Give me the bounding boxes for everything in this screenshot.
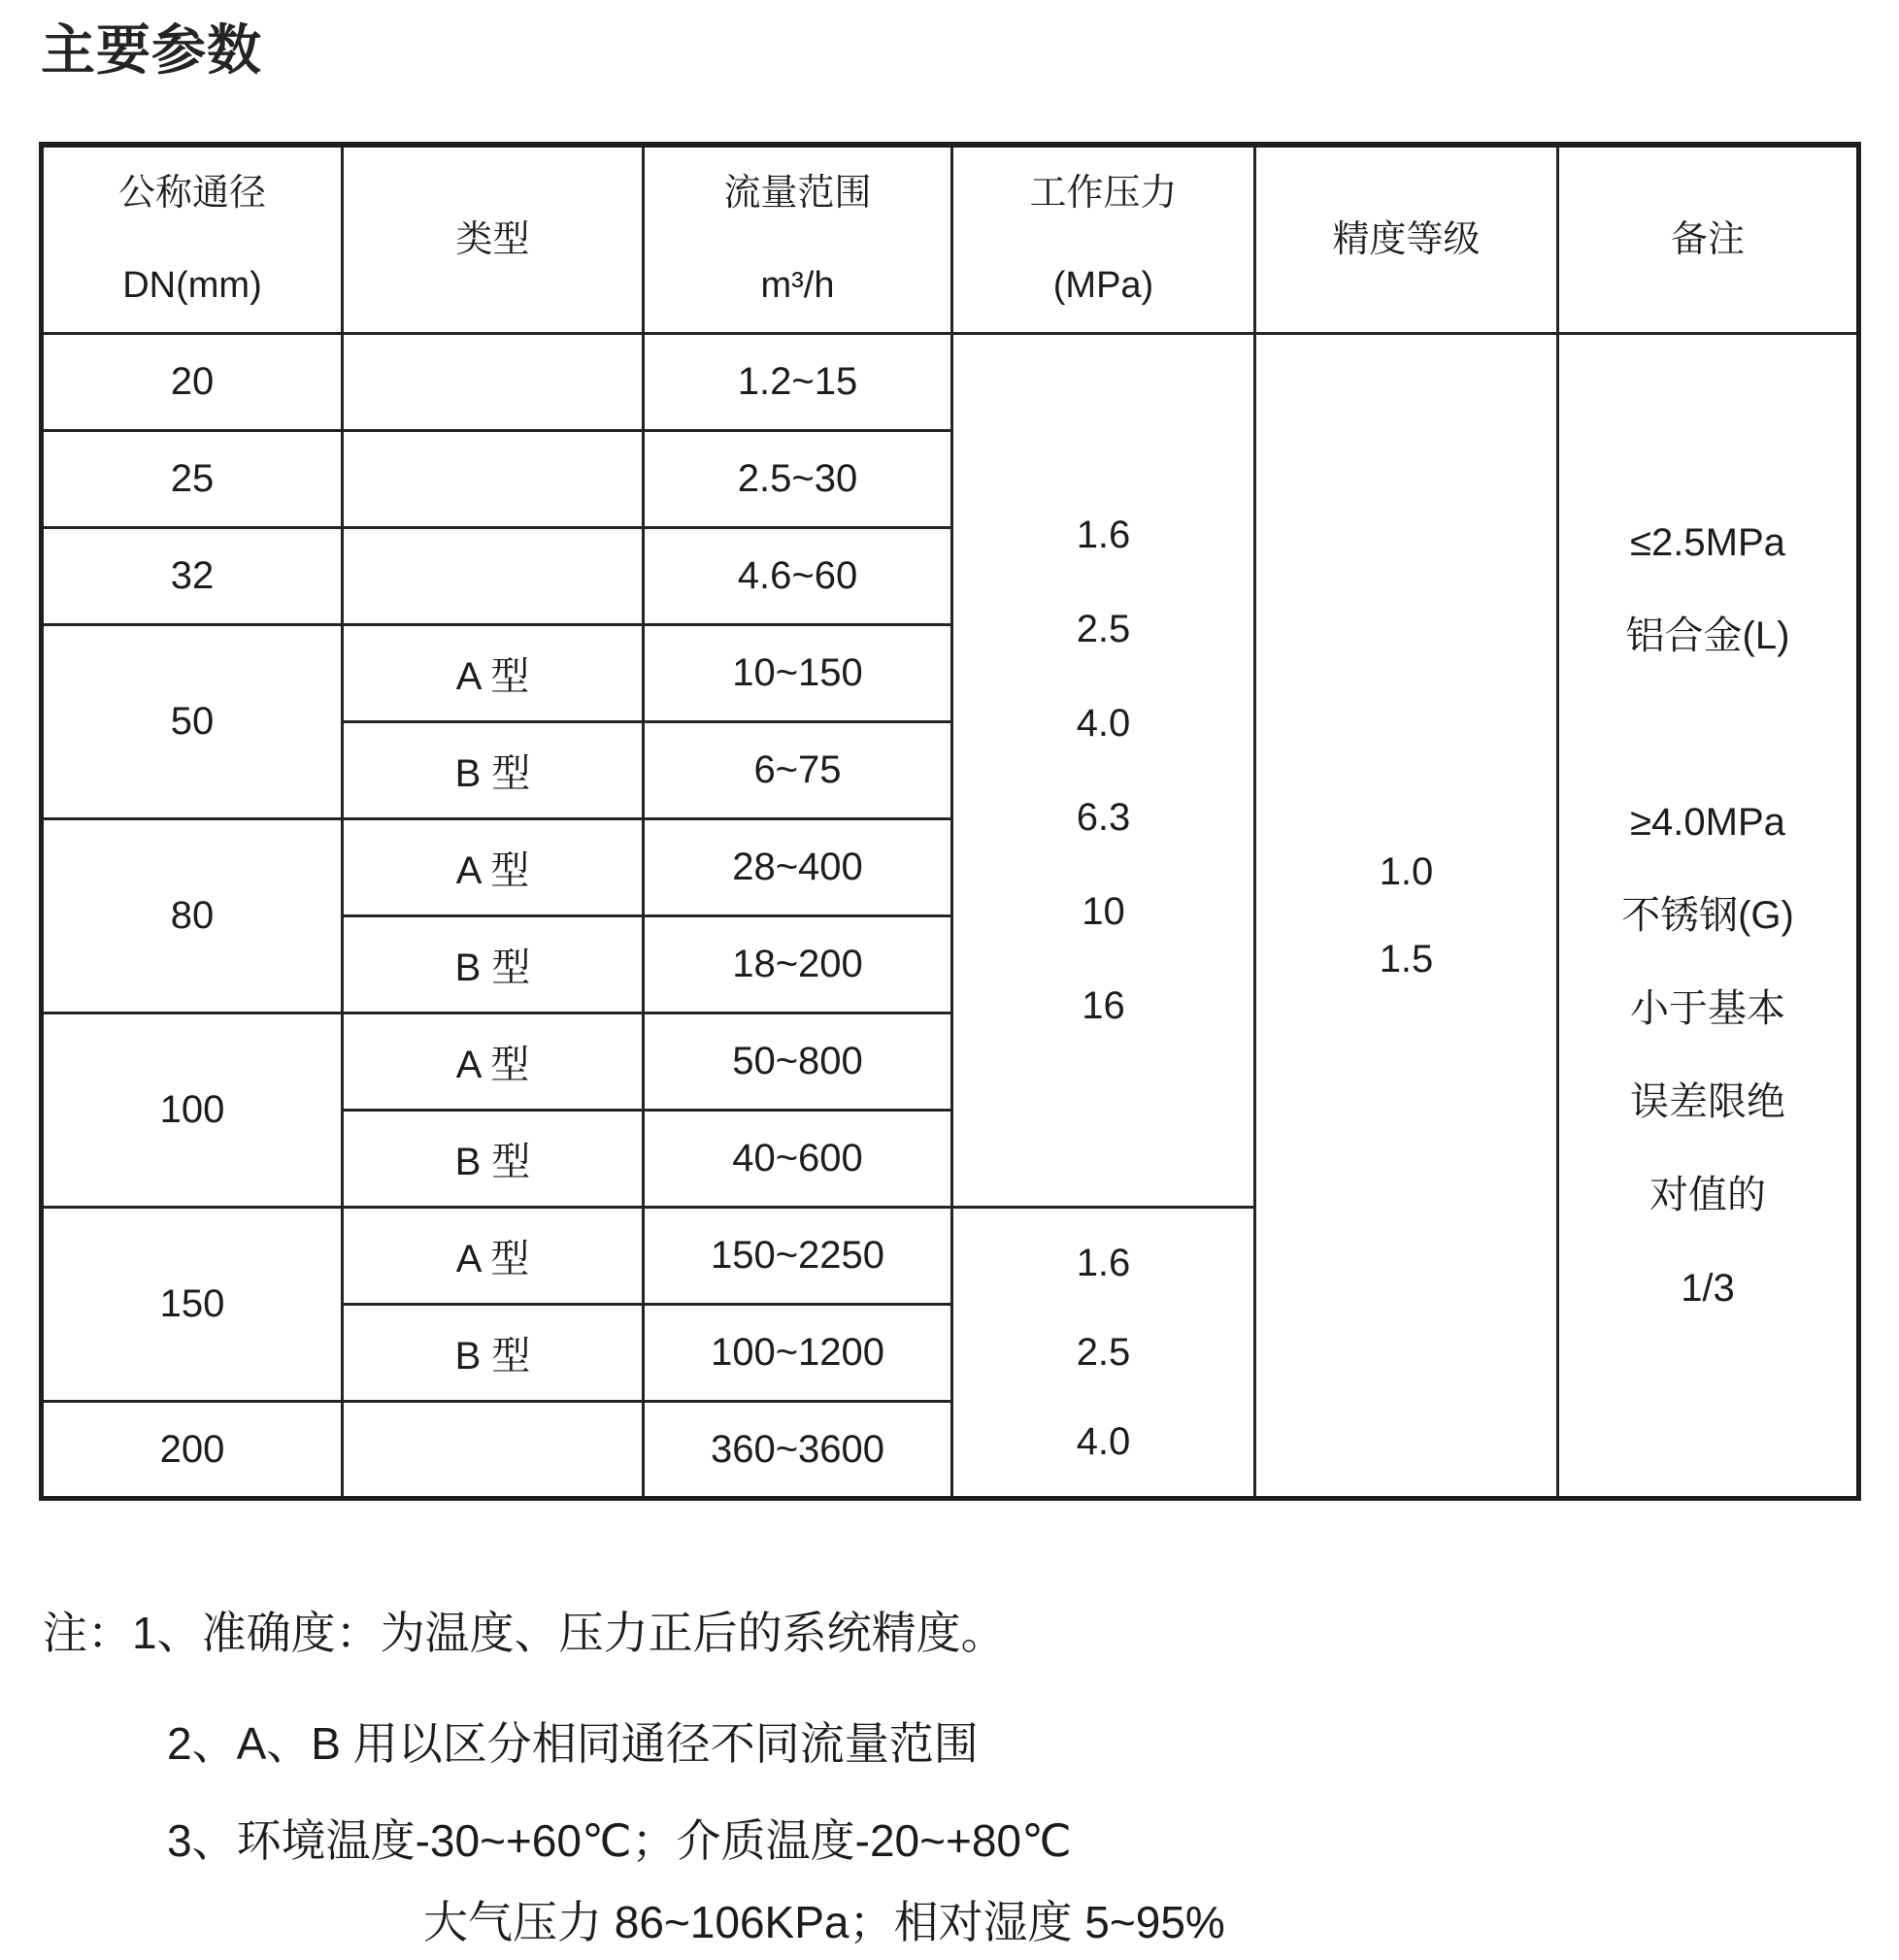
col-header-pressure <box>952 145 1255 334</box>
cell-flow-100b: 40~600 <box>644 1111 952 1208</box>
cell-flow-25: 2.5~30 <box>644 431 952 528</box>
parameters-table <box>39 142 1861 1501</box>
col-header-accuracy <box>1255 145 1558 334</box>
cell-dn-80: 80 <box>42 819 343 1013</box>
note-temperature: 3、环境温度-30~+60℃；介质温度-20~+80℃ <box>167 1815 1072 1866</box>
pressure-value: 2.5 <box>1076 607 1131 650</box>
cell-type-50a: A 型 <box>343 625 644 722</box>
note-accuracy: 注：1、准确度：为温度、压力正后的系统精度。 <box>43 1608 1006 1658</box>
cell-dn-20: 20 <box>42 334 343 431</box>
pressure-value: 6.3 <box>1076 795 1131 839</box>
cell-type-100a: A 型 <box>343 1013 644 1111</box>
cell-pressure-lower <box>952 1208 1255 1499</box>
cell-dn-50: 50 <box>42 625 343 819</box>
col-header-flow-line2: m³/h <box>760 265 835 306</box>
cell-dn-200: 200 <box>42 1402 343 1499</box>
page-title: 主要参数 <box>41 19 262 81</box>
cell-type-50b: B 型 <box>343 722 644 819</box>
cell-flow-32: 4.6~60 <box>644 528 952 625</box>
remark-line: 1/3 <box>1681 1267 1735 1310</box>
remark-line: 小于基本 <box>1630 987 1785 1030</box>
col-header-pressure-line2: (MPa) <box>1052 265 1154 306</box>
pressure-value: 4.0 <box>1076 701 1131 745</box>
cell-flow-50a: 10~150 <box>644 625 952 722</box>
col-header-accuracy-line1: 精度等级 <box>1332 218 1481 260</box>
col-header-type-line1: 类型 <box>455 218 530 260</box>
col-header-dn-line2: DN(mm) <box>122 265 262 306</box>
col-header-pressure-line1: 工作压力 <box>1029 173 1178 214</box>
cell-accuracy <box>1255 334 1558 1499</box>
cell-flow-150b: 100~1200 <box>644 1305 952 1402</box>
note-ab-types: 2、A、B 用以区分相同通径不同流量范围 <box>167 1718 979 1769</box>
cell-dn-32: 32 <box>42 528 343 625</box>
cell-type-25 <box>343 431 644 528</box>
pressure-value: 4.0 <box>1076 1420 1131 1463</box>
remark-line: 对值的 <box>1649 1174 1766 1216</box>
cell-type-20 <box>343 334 644 431</box>
cell-dn-150: 150 <box>42 1208 343 1402</box>
cell-dn-25: 25 <box>42 431 343 528</box>
pressure-value: 1.6 <box>1076 513 1131 556</box>
col-header-type <box>343 145 644 334</box>
cell-type-150b: B 型 <box>343 1305 644 1402</box>
col-header-remark-line1: 备注 <box>1670 218 1745 260</box>
cell-dn-100: 100 <box>42 1013 343 1208</box>
cell-flow-50b: 6~75 <box>644 722 952 819</box>
cell-type-150a: A 型 <box>343 1208 644 1305</box>
pressure-value: 2.5 <box>1076 1331 1131 1374</box>
cell-type-200 <box>343 1402 644 1499</box>
cell-type-80b: B 型 <box>343 916 644 1013</box>
remark-line: ≤2.5MPa <box>1630 521 1785 564</box>
accuracy-value: 1.5 <box>1379 938 1434 980</box>
cell-flow-80b: 18~200 <box>644 916 952 1013</box>
remark-line <box>1559 682 1856 776</box>
accuracy-value: 1.0 <box>1379 850 1434 893</box>
cell-flow-150a: 150~2250 <box>644 1208 952 1305</box>
note-pressure-humidity: 大气压力 86~106KPa；相对湿度 5~95% <box>423 1897 1225 1947</box>
remark-line: 铝合金(L) <box>1625 615 1790 657</box>
table-row-dn20 <box>42 334 1859 431</box>
header-row <box>42 145 1859 334</box>
cell-flow-80a: 28~400 <box>644 819 952 916</box>
remark-line: 不锈钢(G) <box>1621 894 1794 937</box>
remark-line: ≥4.0MPa <box>1630 801 1785 844</box>
cell-pressure-upper <box>952 334 1255 1208</box>
col-header-flow <box>644 145 952 334</box>
pressure-value: 16 <box>1082 983 1125 1027</box>
col-header-flow-line1: 流量范围 <box>723 173 872 214</box>
col-header-remark <box>1558 145 1859 334</box>
pressure-value: 10 <box>1082 889 1125 933</box>
cell-flow-20: 1.2~15 <box>644 334 952 431</box>
remark-line: 误差限绝 <box>1630 1080 1785 1123</box>
cell-flow-200: 360~3600 <box>644 1402 952 1499</box>
cell-type-80a: A 型 <box>343 819 644 916</box>
cell-remark <box>1558 334 1859 1499</box>
cell-flow-100a: 50~800 <box>644 1013 952 1111</box>
col-header-dn <box>42 145 343 334</box>
col-header-dn-line1: 公称通径 <box>117 173 266 214</box>
cell-type-100b: B 型 <box>343 1111 644 1208</box>
cell-type-32 <box>343 528 644 625</box>
pressure-value: 1.6 <box>1076 1242 1131 1284</box>
